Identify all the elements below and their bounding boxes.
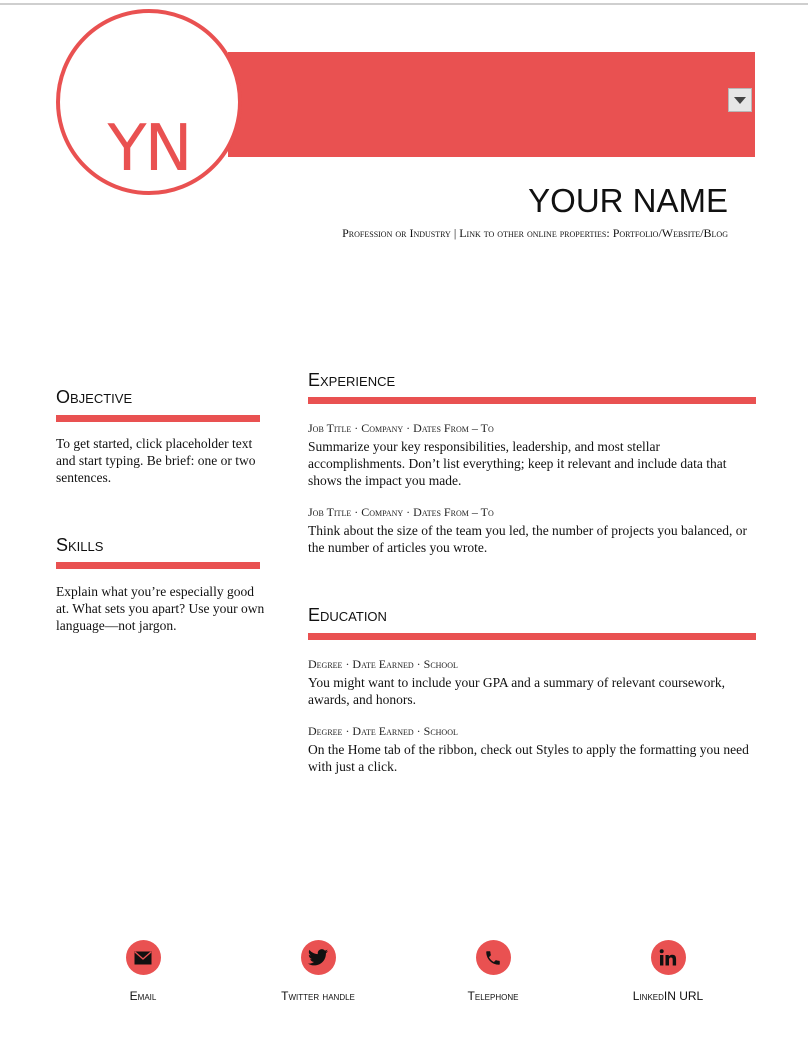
education-item-meta[interactable]: Degree · Date Earned · School <box>308 724 458 738</box>
contact-linkedin <box>593 940 743 1003</box>
experience-heading: Experience <box>308 370 396 390</box>
twitter-label[interactable]: Twitter handle <box>281 989 355 1003</box>
skills-heading: Skills <box>56 535 104 555</box>
objective-heading: Objective <box>56 387 133 407</box>
experience-item-text[interactable]: Think about the size of the team you led, the number of projects you balanced, or the number of articles you wrote. <box>308 523 747 555</box>
experience-item-text[interactable]: Summarize your key responsibilities, leadership, and most stellar accomplishments. Don’t list everything; keep it relevant and include data that shows the impact you made. <box>308 439 727 488</box>
skills-text[interactable]: Explain what you’re especially good at. What sets you apart? Use your own language—not jargon. <box>56 584 265 633</box>
experience-rule <box>308 397 756 404</box>
header-banner <box>228 52 755 157</box>
telephone-icon <box>476 940 511 975</box>
contact-email <box>68 940 218 1003</box>
twitter-icon <box>301 940 336 975</box>
education-heading: Education <box>308 605 387 625</box>
profession-line[interactable]: Profession or Industry | Link to other online properties: Portfolio/Website/Blog <box>342 226 728 240</box>
monogram[interactable]: YN <box>107 112 191 186</box>
your-name[interactable]: YOUR NAME <box>528 182 728 219</box>
linkedin-icon <box>651 940 686 975</box>
email-icon <box>126 940 161 975</box>
skills-rule <box>56 562 260 569</box>
experience-item-meta[interactable]: Job Title · Company · Dates From – To <box>308 505 494 519</box>
education-rule <box>308 633 756 640</box>
email-label[interactable]: Email <box>129 989 157 1003</box>
top-border <box>0 3 808 5</box>
education-item-text[interactable]: On the Home tab of the ribbon, check out Styles to apply the formatting you need with just a click. <box>308 742 749 774</box>
monogram-circle <box>56 9 242 195</box>
linkedin-label[interactable]: LinkedIN URL <box>632 989 704 1003</box>
education-item-text[interactable]: You might want to include your GPA and a summary of relevant coursework, awards, and honors. <box>308 675 725 707</box>
education-item-meta[interactable]: Degree · Date Earned · School <box>308 657 458 671</box>
objective-text[interactable]: To get started, click placeholder text and start typing. Be brief: one or two sentences. <box>56 436 256 485</box>
objective-rule <box>56 415 260 422</box>
dropdown-arrow-button[interactable] <box>728 88 752 112</box>
contact-twitter <box>243 940 393 1003</box>
experience-item-meta[interactable]: Job Title · Company · Dates From – To <box>308 421 494 435</box>
contact-telephone <box>418 940 568 1003</box>
telephone-label[interactable]: Telephone <box>467 989 519 1003</box>
